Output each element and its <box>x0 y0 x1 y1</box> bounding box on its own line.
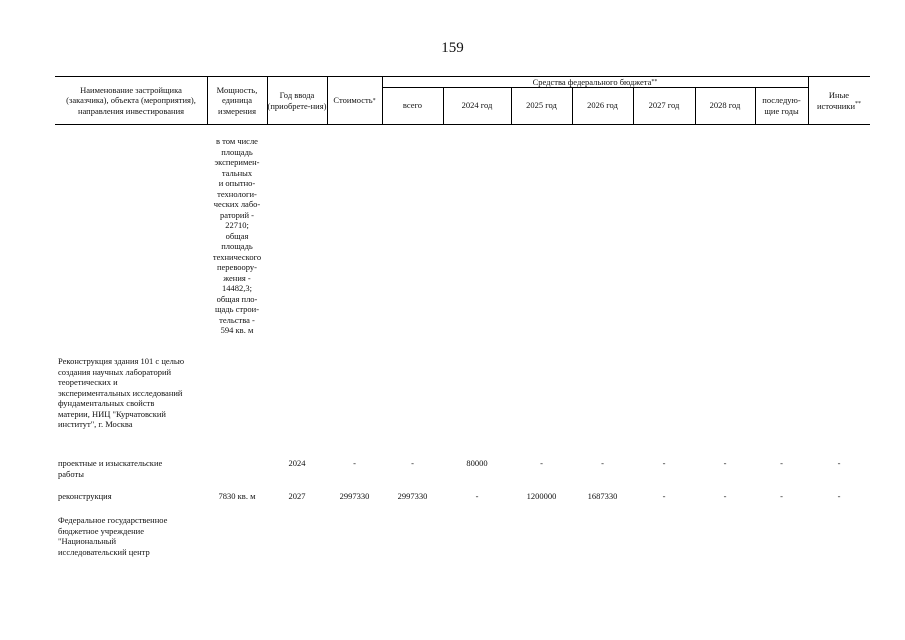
header-later: последую-щие годы <box>762 95 801 116</box>
row-2024: 80000 <box>466 458 488 468</box>
capacity-note-line: щадь строи- <box>214 304 260 314</box>
capacity-note-line: площадь <box>221 241 253 251</box>
header-2027: 2027 год <box>648 100 680 111</box>
capacity-note-line: тельства - <box>219 314 255 325</box>
header-federal-label: Средства федерального бюджета <box>532 76 652 87</box>
object-title-line: теоретических и <box>58 377 118 387</box>
header-other <box>808 77 870 124</box>
row-2027: - <box>662 458 666 468</box>
row-name-line: реконструкция <box>58 491 112 501</box>
row-name-line: работы <box>58 468 84 479</box>
row-capacity: 7830 кв. м <box>218 491 256 501</box>
capacity-note-line: 22710; <box>225 220 249 230</box>
capacity-note-line: эксперимен- <box>214 157 260 167</box>
capacity-note-line: ческих лабо- <box>213 199 261 209</box>
row-other: - <box>837 458 841 468</box>
row-cost: 2997330 <box>339 491 370 501</box>
object-title-line: экспериментальных исследований <box>58 387 183 398</box>
object-title-line: создания научных лабораторий <box>58 366 172 377</box>
header-total: всего <box>402 100 423 111</box>
capacity-note-line: и опытно- <box>218 178 256 188</box>
capacity-note-line: раторий - <box>220 209 254 220</box>
header-other-label: Иные источники <box>816 90 855 111</box>
capacity-note-line: площадь <box>221 146 253 157</box>
header-2024: 2024 год <box>461 100 493 111</box>
header-capacity: Мощность, единица измерения <box>216 84 258 116</box>
row-name <box>58 458 208 479</box>
row-2025: 1200000 <box>526 491 557 501</box>
row-2028: - <box>723 458 727 468</box>
row-total: - <box>411 458 414 468</box>
row-2028: - <box>723 491 727 501</box>
object-title-line: материи, НИЦ "Курчатовский <box>58 408 166 419</box>
row-2026: 1687330 <box>587 491 618 501</box>
row-later: - <box>780 458 783 468</box>
row-name <box>58 491 208 502</box>
header-name: Наименование застройщика (заказчика), объекта (мероприятия), направления инвестирования <box>66 84 196 116</box>
object-title-line: фундаментальных свойств <box>58 398 155 408</box>
next-object-line: бюджетное учреждение <box>58 525 145 536</box>
capacity-note-line: тальных <box>221 167 253 178</box>
row-name-line: проектные и изыскательские <box>58 458 163 468</box>
next-object-title <box>58 515 208 557</box>
row-2025: - <box>540 458 543 468</box>
row-2024: - <box>475 491 479 501</box>
capacity-note <box>207 136 267 336</box>
row-other: - <box>837 491 841 501</box>
object-title-line: институт", г. Москва <box>58 419 133 429</box>
row-year: 2024 <box>288 458 306 468</box>
row-cost: - <box>353 458 356 468</box>
header-other-footnote: ** <box>855 100 861 107</box>
header-federal: Средства федерального бюджета ** <box>532 76 658 87</box>
object-title-line: Реконструкция здания 101 с целью <box>58 356 185 366</box>
row-total: 2997330 <box>397 491 428 501</box>
capacity-note-line: общая пло- <box>216 293 258 304</box>
capacity-note-line: в том числе <box>216 136 258 146</box>
row-2026: - <box>601 458 604 468</box>
capacity-note-line: перевоору- <box>216 262 258 272</box>
table-header <box>55 76 870 125</box>
object-title <box>58 356 208 430</box>
header-2028: 2028 год <box>709 100 741 111</box>
header-2025: 2025 год <box>526 100 557 111</box>
row-later: - <box>780 491 783 501</box>
capacity-note-line: технологи- <box>217 188 257 199</box>
capacity-note-line: жения - <box>223 272 251 283</box>
capacity-note-line: общая <box>225 230 249 241</box>
page-number: 159 <box>441 40 464 56</box>
capacity-note-line: технического <box>212 251 262 262</box>
header-2026: 2026 год <box>587 100 618 111</box>
row-year: 2027 <box>288 491 306 501</box>
next-object-line: исследовательский центр <box>58 546 150 557</box>
capacity-note-line: 14482,3; <box>222 283 252 293</box>
header-year: Год ввода (приобрете-ния) <box>267 90 327 111</box>
header-cost-label: Стоимость <box>333 95 373 106</box>
header-cost: Стоимость * <box>333 95 376 106</box>
next-object-line: Федеральное государственное <box>58 515 168 525</box>
capacity-note-line: 594 кв. м <box>220 325 254 335</box>
row-2027: - <box>662 491 666 501</box>
next-object-line: "Национальный <box>58 536 117 546</box>
